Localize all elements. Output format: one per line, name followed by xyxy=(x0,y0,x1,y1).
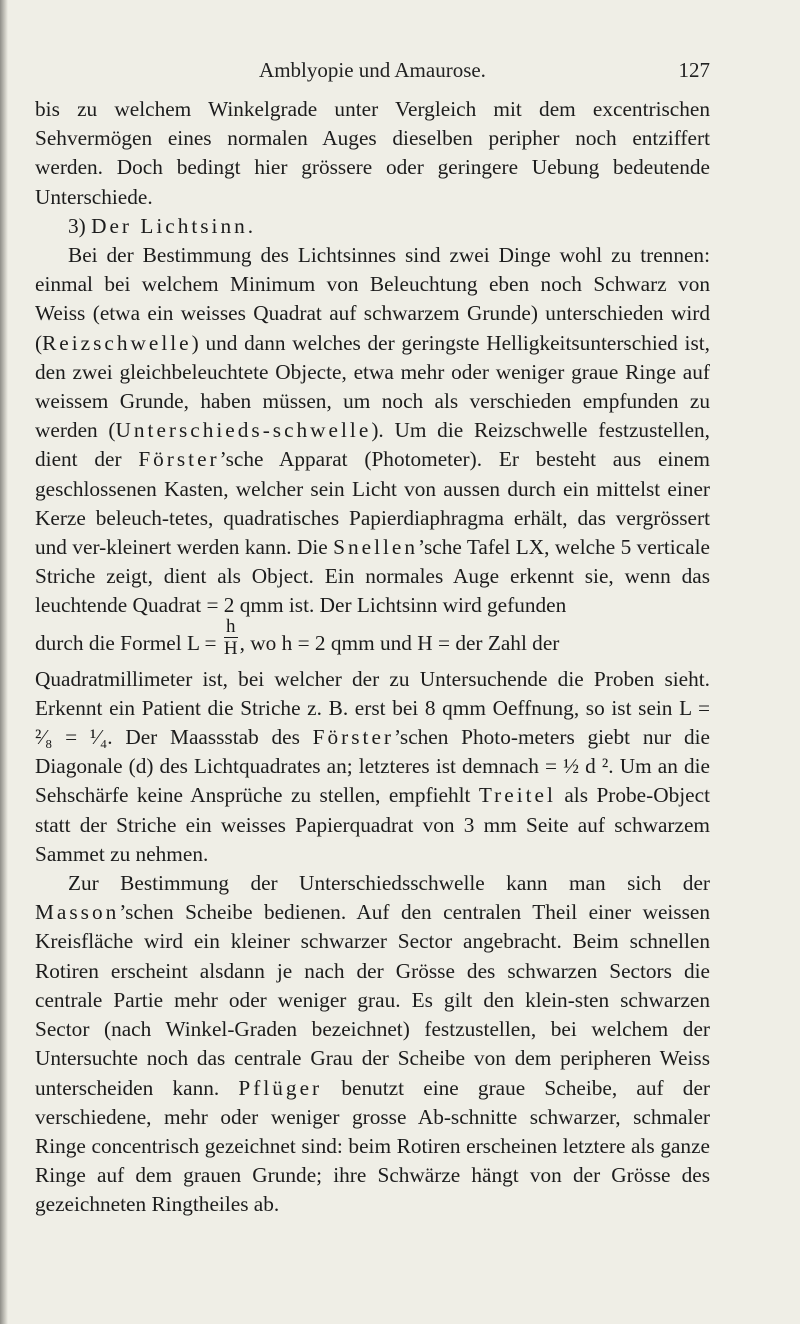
name-foerster-2: Förster xyxy=(312,725,394,750)
page-number: 127 xyxy=(678,58,710,82)
formula-denominator: H xyxy=(223,638,238,660)
name-masson: Masson xyxy=(35,900,120,925)
body-text xyxy=(35,95,710,1220)
name-snellen: Snellen xyxy=(333,535,419,560)
formula-prefix: durch die Formel L = xyxy=(35,630,222,655)
section-heading xyxy=(35,212,710,241)
name-foerster: Förster xyxy=(138,447,220,472)
heading-title: Der Lichtsinn. xyxy=(91,213,257,238)
formula-fraction xyxy=(224,617,238,658)
formula-numerator: h xyxy=(224,617,238,638)
paragraph-2 xyxy=(35,241,710,621)
text-run: benutzt eine graue Scheibe, auf der verschiedene, mehr oder weniger grosse Ab-schnitte schwarzer, schmaler Ringe concentrisch gezeichnet sind: beim Rotiren erscheinen letztere als ganze Ringe auf dem grauen Grunde; ihre Schwärze hängt von der Grösse des gezeichneten Ringtheiles ab. xyxy=(35,1075,710,1217)
text-run: ’schen Photo-meters giebt nur die Diagonale (d) des Lichtquadrates an; letzteres ist demnach = ½ d ². Um an die Sehschärfe keine Ansprüche zu stellen, empfiehlt xyxy=(35,725,710,808)
text-run: ’sche Tafel LX, welche 5 verticale Striche zeigt, dient als Object. Ein normales Auge erkennt sie, wenn das leuchtende Quadrat = 2 qmm ist. Der Lichtsinn wird gefunden xyxy=(35,535,710,618)
paragraph-2-continued xyxy=(35,665,710,869)
formula-suffix: , wo h = 2 qmm und H = der Zahl der xyxy=(239,630,560,655)
running-head xyxy=(35,58,710,88)
name-pflueger: Pflüger xyxy=(238,1075,323,1100)
page-binding-shadow xyxy=(0,0,8,1324)
formula-line xyxy=(35,616,710,665)
term-unterschiedsschwelle: Unterschieds-schwelle xyxy=(115,418,372,443)
heading-number: 3) xyxy=(68,213,92,238)
text-run: Bei der Bestimmung des Lichtsinnes sind zwei Dinge wohl zu trennen: einmal bei welchem Minimum von Beleuchtung eben noch Schwarz von Weiss (etwa ein weisses Quadrat auf schwarzem Grunde) unterschieden wird ( xyxy=(35,243,710,355)
text-run: Quadratmillimeter ist, bei welcher der zu Untersuchende die Proben sieht. Erkennt ein Patient die Striche z. B. erst bei 8 qmm Oeffnung, so ist sein L = ²⁄₈ = ¹⁄₄. Der Maassstab des xyxy=(35,666,710,750)
text-run: ’schen Scheibe bedienen. Auf den centralen Theil einer weissen Kreisfläche wird ein kleiner schwarzer Sector angebracht. Beim schnellen Rotiren erscheint alsdann je nach der Grösse des schwarzen Sectors die centrale Partie mehr oder weniger grau. Es gilt den klein-sten schwarzen Sector (nach Winkel-Graden bezeichnet) festzustellen, bei welchem der Untersuchte noch das centrale Grau der Scheibe von dem peripheren Weiss unterscheiden kann. xyxy=(35,900,710,1100)
text-run: ). Um die Reizschwelle festzustellen, dient der xyxy=(35,418,710,472)
paragraph-1: bis zu welchem Winkelgrade unter Vergleich mit dem excentrischen Sehvermögen eines normalen Auges dieselben peripher noch entziffert werden. Doch bedingt hier grössere oder geringere Uebung bedeutende Unterschiede. xyxy=(35,97,710,209)
text-run: ’sche Apparat (Photometer). Er besteht aus einem geschlossenen Kasten, welcher sein Licht von aussen durch ein mittelst einer Kerze beleuch-tetes, quadratisches Papierdiaphragma erhält, das vergrössert und ver-kleinert werden kann. Die xyxy=(35,447,710,560)
text-run: ) und dann welches der geringste Helligkeitsunterschied ist, den zwei gleichbeleuchtete Objecte, etwa mehr oder weniger graue Ringe auf weissem Grunde, haben müssen, um noch als verschieden empfunden zu werden ( xyxy=(35,330,710,443)
name-treitel: Treitel xyxy=(478,783,556,808)
term-reizschwelle: Reizschwelle xyxy=(42,330,192,355)
text-run: als Probe-Object statt der Striche ein weisses Papierquadrat von 3 mm Seite auf schwarzem Sammet zu nehmen. xyxy=(35,783,710,866)
text-run: Zur Bestimmung der Unterschiedsschwelle kann man sich der xyxy=(68,871,710,896)
running-title: Amblyopie und Amaurose. xyxy=(259,58,486,82)
paragraph-3 xyxy=(35,869,710,1219)
